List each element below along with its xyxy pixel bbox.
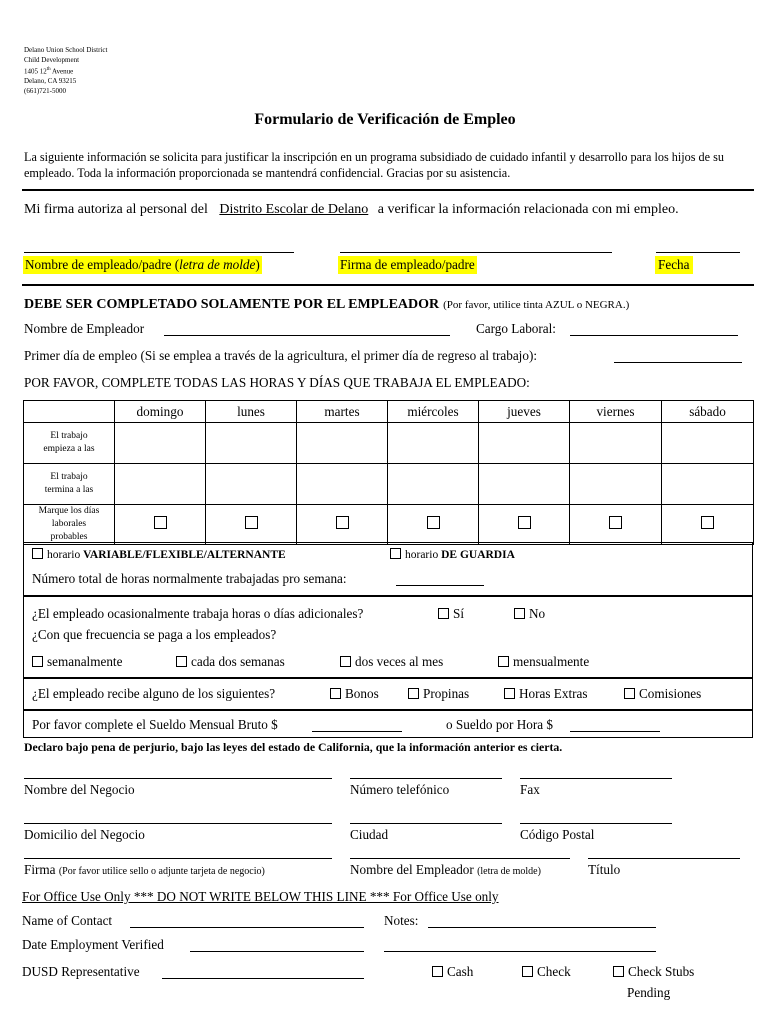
date-verified-label: Date Employment Verified xyxy=(22,937,164,952)
tips-option: Propinas xyxy=(408,686,469,702)
additional-yes-checkbox[interactable] xyxy=(438,608,449,619)
workday-cell xyxy=(662,505,754,545)
cash-checkbox[interactable] xyxy=(432,966,443,977)
pending-label: Pending xyxy=(627,985,671,1000)
employee-name-label: Nombre de empleado/padre (letra de molde) xyxy=(25,257,260,272)
business-address-line[interactable] xyxy=(24,823,332,824)
overtime-option: Horas Extras xyxy=(504,686,587,702)
hourly-wage-line[interactable] xyxy=(570,731,660,732)
end-time-cell[interactable] xyxy=(388,464,479,505)
monthly-wage-label: Por favor complete el Sueldo Mensual Bruto $ xyxy=(32,717,278,732)
workday-cell xyxy=(570,505,662,545)
intro-paragraph: La siguiente información se solicita para justificar la inscripción en un programa subsidiado de cuidado infantil y desarrollo para los hijos de su empleado. Toda la información proporcionada se mantendrá confidencial. Gracias por su asistencia. xyxy=(24,150,724,180)
start-time-cell[interactable] xyxy=(662,423,754,464)
divider-top xyxy=(22,189,754,191)
job-title-line[interactable] xyxy=(570,335,738,336)
oncall-schedule-checkbox[interactable] xyxy=(390,548,401,559)
commissions-checkbox[interactable] xyxy=(624,688,635,699)
start-time-cell[interactable] xyxy=(297,423,388,464)
notes-line[interactable] xyxy=(428,927,656,928)
authorization-suffix: a verificar la información relacionada con mi empleo. xyxy=(377,202,679,217)
city-label: Ciudad xyxy=(350,827,389,842)
biweekly-checkbox[interactable] xyxy=(176,656,187,667)
total-hours-label: Número total de horas normalmente trabajadas pro semana: xyxy=(32,571,347,586)
fax-line[interactable] xyxy=(520,778,672,779)
district-phone: (661)721-5000 xyxy=(24,87,66,96)
workday-cell xyxy=(115,505,206,545)
monthly-checkbox[interactable] xyxy=(498,656,509,667)
start-time-cell[interactable] xyxy=(570,423,662,464)
department-name: Child Development xyxy=(24,56,80,64)
employee-name-line[interactable] xyxy=(24,252,294,253)
extras-question: ¿El empleado recibe alguno de los siguientes? xyxy=(32,686,276,701)
perjury-declaration: Declaro bajo pena de perjurio, bajo las leyes del estado de California, que la información anterior es cierta. xyxy=(24,740,563,754)
pay-frequency-question: ¿Con que frecuencia se paga a los empleados? xyxy=(32,627,277,642)
monday-checkbox[interactable] xyxy=(245,516,258,529)
title-label: Título xyxy=(588,862,621,877)
notes-label: Notes: xyxy=(384,913,419,928)
divider-employer xyxy=(22,284,754,286)
city-line[interactable] xyxy=(350,823,502,824)
overtime-checkbox[interactable] xyxy=(504,688,515,699)
start-time-label: El trabajo empieza a las xyxy=(24,423,115,464)
end-time-cell[interactable] xyxy=(479,464,570,505)
schedule-table xyxy=(23,400,754,545)
end-time-cell[interactable] xyxy=(115,464,206,505)
phone-label: Número telefónico xyxy=(350,782,450,797)
bonus-option: Bonos xyxy=(330,686,379,702)
oncall-schedule-option: horario DE GUARDIA xyxy=(390,548,515,561)
day-header: miércoles xyxy=(388,401,479,423)
phone-line[interactable] xyxy=(350,778,502,779)
additional-no-option: No xyxy=(514,606,545,622)
workday-cell xyxy=(206,505,297,545)
additional-no-checkbox[interactable] xyxy=(514,608,525,619)
notes-line-2[interactable] xyxy=(384,951,656,952)
form-title: Formulario de Verificación de Empleo xyxy=(254,111,516,128)
friday-checkbox[interactable] xyxy=(609,516,622,529)
end-time-cell[interactable] xyxy=(570,464,662,505)
start-time-cell[interactable] xyxy=(206,423,297,464)
business-signature-label: Firma (Por favor utilice sello o adjunte tarjeta de negocio) xyxy=(24,862,265,877)
business-name-line[interactable] xyxy=(24,778,332,779)
cash-option: Cash xyxy=(432,964,473,980)
first-day-line[interactable] xyxy=(614,362,742,363)
date-line[interactable] xyxy=(656,252,740,253)
weekly-option: semanalmente xyxy=(32,654,122,670)
contact-label: Name of Contact xyxy=(22,913,113,928)
day-header: sábado xyxy=(662,401,754,423)
district-header xyxy=(24,45,107,96)
employee-signature-label: Firma de empleado/padre xyxy=(340,257,475,272)
variable-schedule-option: horario VARIABLE/FLEXIBLE/ALTERNANTE xyxy=(32,548,286,561)
day-header: lunes xyxy=(206,401,297,423)
end-time-cell[interactable] xyxy=(206,464,297,505)
end-time-cell[interactable] xyxy=(297,464,388,505)
employee-signature-line[interactable] xyxy=(340,252,612,253)
employer-print-name-label: Nombre del Empleador (letra de molde) xyxy=(350,862,541,877)
zip-label: Código Postal xyxy=(520,827,595,842)
start-time-cell[interactable] xyxy=(388,423,479,464)
authorization-prefix: Mi firma autoriza al personal del xyxy=(24,202,208,217)
representative-label: DUSD Representative xyxy=(22,964,140,979)
tips-checkbox[interactable] xyxy=(408,688,419,699)
fax-label: Fax xyxy=(520,782,540,797)
business-address-label: Domicilio del Negocio xyxy=(24,827,145,842)
start-time-cell[interactable] xyxy=(479,423,570,464)
district-city: Delano, CA 93215 xyxy=(24,77,77,86)
workdays-label: Marque los días laborales probables xyxy=(24,505,115,545)
additional-hours-question: ¿El empleado ocasionalmente trabaja horas o días adicionales? xyxy=(32,606,364,621)
title-line[interactable] xyxy=(588,858,740,859)
employer-name-line[interactable] xyxy=(164,335,450,336)
day-header: martes xyxy=(297,401,388,423)
end-time-cell[interactable] xyxy=(662,464,754,505)
commissions-option: Comisiones xyxy=(624,686,701,702)
contact-line[interactable] xyxy=(130,927,364,928)
employer-name-label: Nombre de Empleador xyxy=(24,321,145,336)
semimonthly-option: dos veces al mes xyxy=(340,654,443,670)
district-name: Delano Union School District xyxy=(24,46,108,54)
check-option: Check xyxy=(522,964,571,980)
employer-print-name-line[interactable] xyxy=(350,858,570,859)
variable-schedule-checkbox[interactable] xyxy=(32,548,43,559)
monthly-wage-line[interactable] xyxy=(312,731,402,732)
biweekly-option: cada dos semanas xyxy=(176,654,285,670)
check-checkbox[interactable] xyxy=(522,966,533,977)
complete-hours-label: POR FAVOR, COMPLETE TODAS LAS HORAS Y DÍAS QUE TRABAJA EL EMPLEADO: xyxy=(24,375,530,390)
check-stubs-checkbox[interactable] xyxy=(613,966,624,977)
job-title-label: Cargo Laboral: xyxy=(476,321,556,336)
wednesday-checkbox[interactable] xyxy=(427,516,440,529)
date-verified-line[interactable] xyxy=(190,951,364,952)
district-address: 1405 12th Avenue xyxy=(24,67,74,76)
business-name-label: Nombre del Negocio xyxy=(24,782,135,797)
authorization-line xyxy=(24,202,679,218)
day-header: jueves xyxy=(479,401,570,423)
workday-cell xyxy=(297,505,388,545)
saturday-checkbox[interactable] xyxy=(701,516,714,529)
start-time-cell[interactable] xyxy=(115,423,206,464)
date-label: Fecha xyxy=(655,256,693,274)
day-header: viernes xyxy=(570,401,662,423)
check-stubs-option: Check Stubs xyxy=(613,964,694,980)
district-field[interactable]: Distrito Escolar de Delano xyxy=(219,202,369,217)
employer-heading: DEBE SER COMPLETADO SOLAMENTE POR EL EMPLEADOR (Por favor, utilice tinta AZUL o NEGRA.) xyxy=(24,297,630,312)
business-signature-line[interactable] xyxy=(24,858,332,859)
day-header: domingo xyxy=(115,401,206,423)
representative-line[interactable] xyxy=(162,978,364,979)
total-hours-line[interactable] xyxy=(396,585,484,586)
sunday-checkbox[interactable] xyxy=(154,516,167,529)
semimonthly-checkbox[interactable] xyxy=(340,656,351,667)
hourly-wage-label: o Sueldo por Hora $ xyxy=(446,717,553,732)
monthly-option: mensualmente xyxy=(498,654,589,670)
schedule-corner xyxy=(24,401,115,423)
tuesday-checkbox[interactable] xyxy=(336,516,349,529)
first-day-label: Primer día de empleo (Si se emplea a través de la agricultura, el primer día de regreso al trabajo): xyxy=(24,348,537,363)
weekly-checkbox[interactable] xyxy=(32,656,43,667)
end-time-label: El trabajo termina a las xyxy=(24,464,115,505)
zip-line[interactable] xyxy=(520,823,672,824)
thursday-checkbox[interactable] xyxy=(518,516,531,529)
bonus-checkbox[interactable] xyxy=(330,688,341,699)
workday-cell xyxy=(388,505,479,545)
workday-cell xyxy=(479,505,570,545)
additional-yes-option: Sí xyxy=(438,606,464,622)
office-use-banner: For Office Use Only *** DO NOT WRITE BELOW THIS LINE *** For Office Use only xyxy=(22,889,499,904)
